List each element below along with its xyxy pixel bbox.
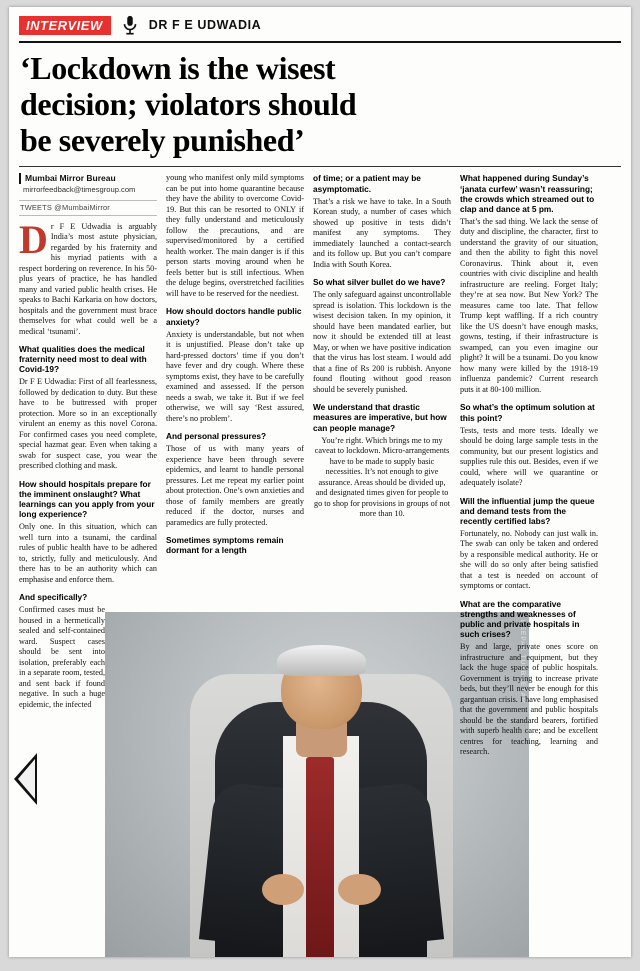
paragraph: You’re right. Which brings me to my caveat to lockdown. Micro-arrangements have to be made to supply basic necessities. It’s not enough to give assurance. Areas should be divided up, and designated times given for people to go to shop for provisions in groups of not more than 10. xyxy=(313,435,450,519)
headline-line-1: ‘Lockdown is the wisest xyxy=(20,50,336,86)
paragraph: By and large, private ones score on infrastructure and equipment, but they lack the huge space of public hospitals. Government is trying to increase private beds, but they’ll never be enough for this gargantuan crisis. I have long emphasised that the government and public hospitals should be the standard bearers, fortified with superb health care; and be excellent centres for teaching, learning and research. xyxy=(460,642,598,757)
page-title xyxy=(9,49,631,166)
twitter-handle: @MumbaiMirror xyxy=(54,203,110,213)
paragraph: Tests, tests and more tests. Ideally we should be doing large sample tests in the community, but our present logistics and supplies rule this out. Besides, even if we could, where will we quarantine or adequately isolate? xyxy=(460,425,598,488)
paragraph: That’s the sad thing. We lack the sense of duty and discipline, the character, first to understand the gravity of our situation, and then the ability to fight this novel Coronavirus. Think about it, even countries with civic discipline and health infrastructure are reeling. Forget Italy; they’re at sea now. But New York? The measures came too late. That fellow Trump kept waffling. If a rich country like the US doesn’t have enough masks, gowns, testing, if their infrastructure is swamped, can you even imagine our plight? It will be a tsunami. Do you know how many were killed by the 1918-19 influenza pandemic? Current research puts it at 80-100 million. xyxy=(460,216,598,394)
microphone-icon xyxy=(119,14,141,36)
paragraph: Those of us with many years of experience have been through severe epidemics, and learnt to handle personal pressures. Let me repeat my earlier point about protection. One’s own anxieties and those of family members are greatly reduced if the doctor, nurses and paramedics are fully protected. xyxy=(166,444,304,527)
question: How should doctors handle public anxiety? xyxy=(166,306,302,327)
question: So what’s the optimum solution at this point? xyxy=(460,402,595,423)
paragraph: Dr F E Udwadia: First of all fearlessness, followed by dedication to duty. But these have to be buttressed with proper protection. More so in an exceptionally virulent an enemy as this novel Corona. For confirmed cases you need complete, special hazmat gear. Even when taking a swab for suspect case, you wear the prescribed clothing and mask. xyxy=(19,377,157,471)
question: And personal pressures? xyxy=(166,431,267,442)
tweets-label: TWEETS xyxy=(20,203,52,213)
headline-line-3: be severely punished’ xyxy=(20,121,305,158)
previous-page-button[interactable] xyxy=(11,751,41,807)
question: What qualities does the medical fraternity need most to deal with Covid-19? xyxy=(19,344,147,375)
question: What happened during Sunday’s ‘janata curfew’ wasn’t reassuring; the crowds which streamed out to clap and dance at 5 pm. xyxy=(460,173,595,214)
paragraph: Fortunately, no. Nobody can just walk in. The swab can only be taken and ordered by a responsible medical authority. He or she will do so only after being satisfied that a test is needed on account of symptoms or contact. xyxy=(460,528,598,591)
article-column-3 xyxy=(313,173,451,762)
newspaper-page xyxy=(9,7,631,957)
paragraph: That’s a risk we have to take. In a South Korean study, a number of cases which showed up positive in tests didn’t manifest any symptoms. They immediately launched a contact-search and its follow up. But you can’t compare India with South Korea. xyxy=(313,196,451,269)
paragraph: Only one. In this situation, which can well turn into a tsunami, the cardinal rules of public health have to be adhered to, strictly, fully and meticulously. And there has to be an authority which can emphasise and enforce them. xyxy=(19,522,157,584)
question: So what silver bullet do we have? xyxy=(313,277,446,288)
question: And specifically? xyxy=(19,592,88,603)
tweets-handle xyxy=(19,200,157,215)
byline-bureau: Mumbai Mirror Bureau xyxy=(19,173,157,184)
question-continued: of time; or a patient may be asymptomatic. xyxy=(313,173,421,194)
question: How should hospitals prepare for the imminent onslaught? What learnings can you apply from your long experience? xyxy=(19,478,155,520)
article-column-1 xyxy=(19,173,157,762)
question: What are the comparative strengths and weaknesses of public and private hospitals in such crises? xyxy=(460,598,580,640)
photo-hand-right xyxy=(338,874,380,905)
masthead-divider xyxy=(19,41,621,43)
paragraph: Confirmed cases must be housed in a hermetically sealed and self-contained ward. Suspect cases should be sent into isolation, preferably each in a separate room, tested, and sent back if found negative. In such a huge epidemic, the infected xyxy=(19,605,105,709)
question: Will the influential jump the queue and demand tests from the recently certified labs? xyxy=(460,495,595,526)
article-columns xyxy=(9,173,631,762)
question: Sometimes symptoms remain dormant for a length xyxy=(166,535,284,556)
paragraph: young who manifest only mild symptoms can be put into home quarantine because they have the ability to overcome Covid-19. But this can be resorted to ONLY if they fully understand and meticulously follow the precautions, and are supervised/monitored by a certified health worker. The main danger is if this person starts moving around when he feels better but is still infectious. When the deluge begins, overstretched facilities will have to be reserved for the neediest. xyxy=(166,173,304,298)
masthead xyxy=(9,7,631,41)
article-column-2 xyxy=(166,173,304,762)
section-tag: INTERVIEW xyxy=(19,16,111,35)
photo-credit: DEEPAK TURBHEKAR xyxy=(519,620,526,704)
chevron-left-icon[interactable] xyxy=(11,751,41,807)
paragraph-tapered xyxy=(19,605,105,710)
headline-divider xyxy=(19,166,621,167)
interviewee-name: DR F E UDWADIA xyxy=(148,18,262,32)
article-column-4 xyxy=(460,173,598,762)
paragraph: Dr F E Udwadia is arguably India’s most astute physician, regarded by his fraternity and his myriad patients with a respect bordering on reverence. In his 50-plus years of practice, he has handled many and varied public health crises. He speaks to Bachi Karkaria on how doctors, hospitals and the government must brace themselves for what could well be a medical ‘tsunami’. xyxy=(19,216,157,336)
paragraph: Anxiety is understandable, but not when it is unjustified. Please don’t take up hard-pressed doctors’ time if you don’t have fever and dry cough. Where these symptoms exist, they have to be carefully examined and assessed. If the person needs a swab, we take it. But if we feel otherwise, we will say ‘Rest assured, there’s no problem’. xyxy=(166,329,304,423)
byline-email: mirrorfeedback@timesgroup.com xyxy=(23,185,136,195)
paragraph: The only safeguard against uncontrollable spread is isolation. This lockdown is the wisest decision taken. In my opinion, it should have been mandated earlier, but now it should be extended till at least May, or when we have positive indication that the virus has lost steam. I would add that a fine of Rs 200 is rubbish. Anyone found flouting without good reason should be severely punished. xyxy=(313,290,451,394)
photo-tie xyxy=(306,757,334,957)
question: We understand that drastic measures are imperative, but how can people manage? xyxy=(313,402,447,433)
headline-line-2: decision; violators should xyxy=(20,85,357,122)
